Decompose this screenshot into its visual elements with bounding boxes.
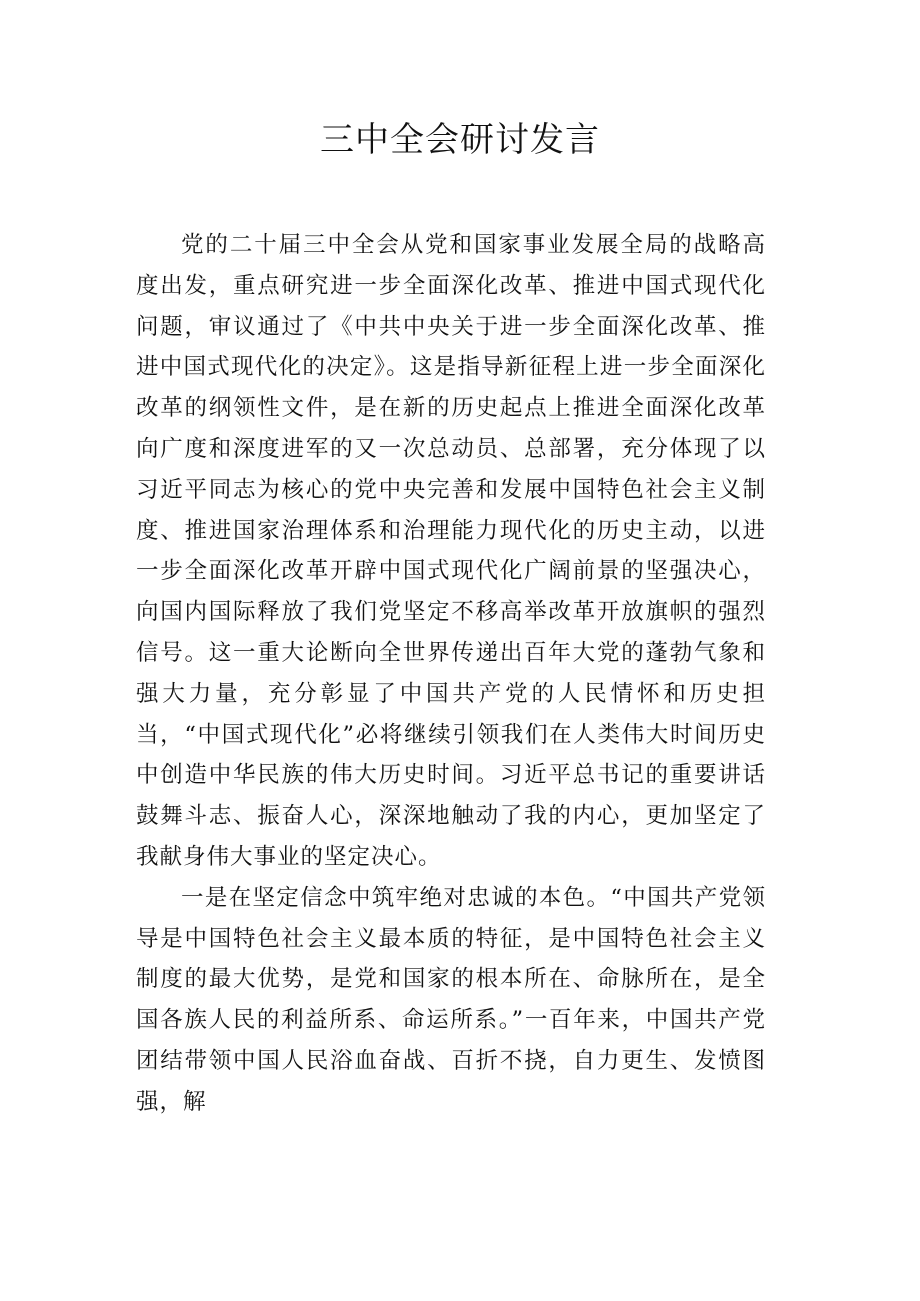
document-body [136, 225, 766, 1123]
paragraph-intro: 党的二十届三中全会从党和国家事业发展全局的战略高度出发，重点研究进一步全面深化改革、推进中国式现代化问题，审议通过了《中共中央关于进一步全面深化改革、推进中国式现代化的决定》。这是指导新征程上进一步全面深化改革的纲领性文件，是在新的历史起点上推进全面深化改革向广度和深度进军的又一次总动员、总部署，充分体现了以习近平同志为核心的党中央完善和发展中国特色社会主义制度、推进国家治理体系和治理能力现代化的历史主动，以进一步全面深化改革开辟中国式现代化广阔前景的坚强决心，向国内国际释放了我们党坚定不移高举改革开放旗帜的强烈信号。这一重大论断向全世界传递出百年大党的蓬勃气象和强大力量，充分彰显了中国共产党的人民情怀和历史担当，“中国式现代化”必将继续引领我们在人类伟大时间历史中创造中华民族的伟大历史时间。习近平总书记的重要讲话鼓舞斗志、振奋人心，深深地触动了我的内心，更加坚定了我献身伟大事业的坚定决心。 [136, 232, 766, 870]
document-title: 三中全会研讨发言 [320, 120, 600, 160]
paragraph-point-one: 一是在坚定信念中筑牢绝对忠诚的本色。“中国共产党领导是中国特色社会主义最本质的特征，是中国特色社会主义制度的最大优势，是党和国家的根本所在、命脉所在，是全国各族人民的利益所系、命运所系。”一百年来，中国共产党团结带领中国人民浴血奋战、百折不挠，自力更生、发愤图强，解 [136, 884, 766, 1115]
